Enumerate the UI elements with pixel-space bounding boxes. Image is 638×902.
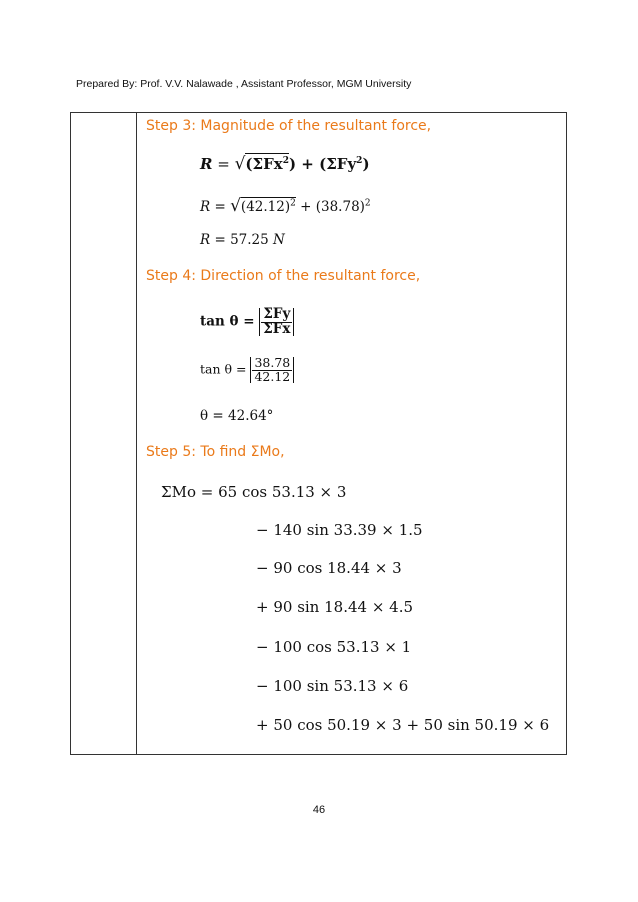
- step4-title: Step 4: Direction of the resultant force,: [146, 268, 421, 284]
- step3-result: R = 57.25 N: [200, 232, 285, 248]
- sqrt-symbol: √(ΣFx$^2$: [234, 154, 289, 174]
- step4-formula: tan θ = $\frac{\text{ΣFy}}{\text{ΣFx}}$: [200, 308, 294, 336]
- moment-line-4: + 90 sin 18.44 × 4.5: [256, 598, 414, 616]
- step5-title: Step 5: To find ΣMo,: [146, 444, 285, 460]
- page-header: Prepared By: Prof. V.V. Nalawade , Assistant Professor, MGM University: [76, 78, 412, 90]
- step3-substitution: $R = √(42.12)^2 + (38.78)^2$: [200, 196, 371, 216]
- page-number: 46: [312, 804, 326, 816]
- moment-line-2: − 140 sin 33.39 × 1.5: [256, 521, 423, 539]
- step4-substitution: tan θ = $\frac{38.78}{42.12}$: [200, 357, 294, 383]
- moment-line-6: − 100 sin 53.13 × 6: [256, 677, 409, 695]
- step3-title: Step 3: Magnitude of the resultant force,: [146, 118, 432, 134]
- moment-line-1: ΣMo = 65 cos 53.13 × 3: [161, 483, 347, 501]
- table-column-divider: [136, 112, 137, 755]
- step3-formula: R = √(ΣFx$^2$) + (ΣFy$^2$): [200, 154, 370, 174]
- step4-result: θ = 42.64°: [200, 408, 274, 424]
- moment-line-5: − 100 cos 53.13 × 1: [256, 638, 412, 656]
- moment-line-7: + 50 cos 50.19 × 3 + 50 sin 50.19 × 6: [256, 716, 550, 734]
- moment-line-3: − 90 cos 18.44 × 3: [256, 559, 402, 577]
